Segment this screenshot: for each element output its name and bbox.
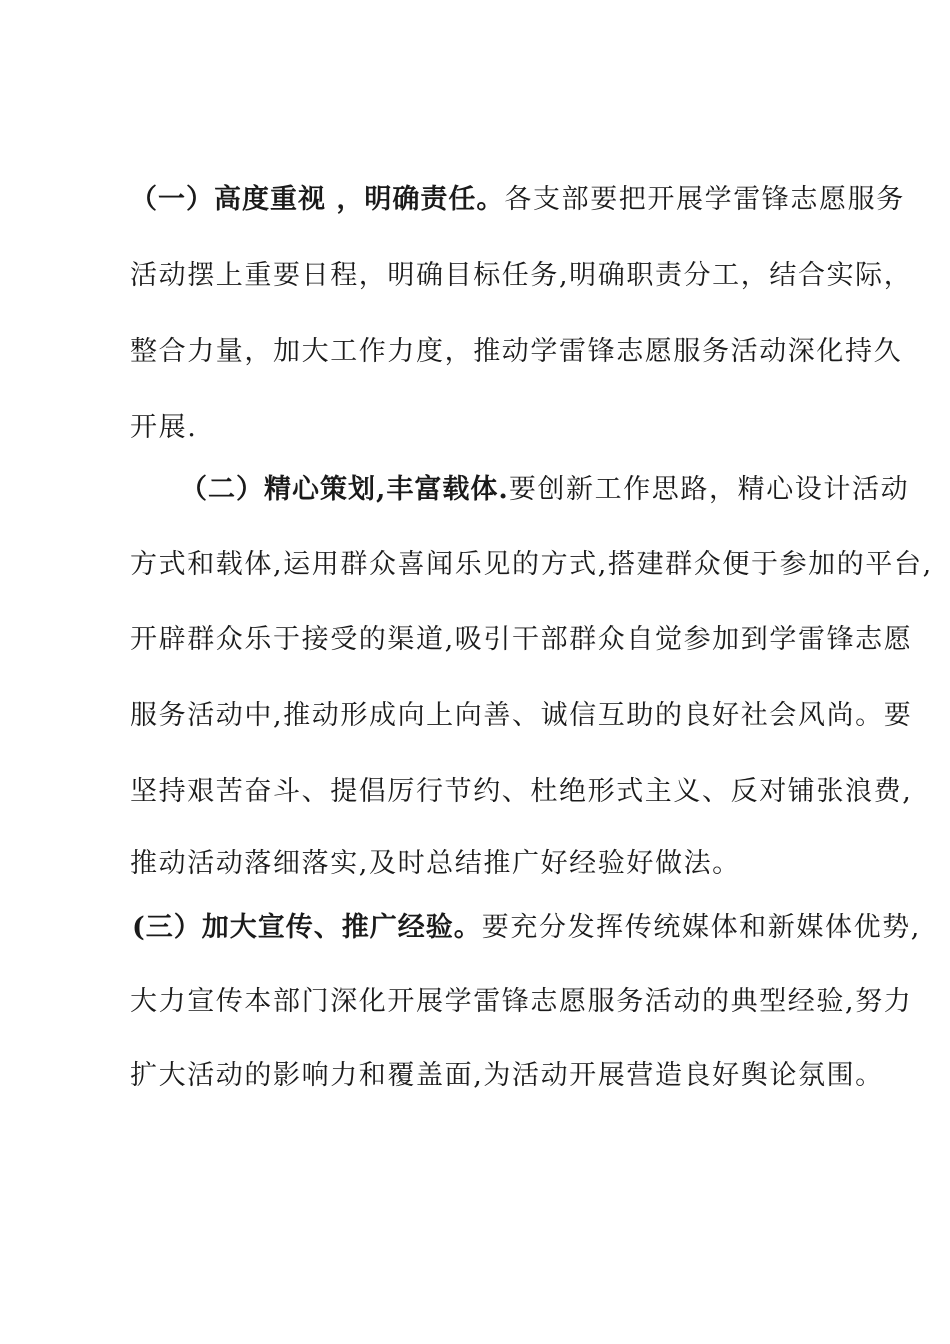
section-2-line-4: 服务活动中,推动形成向上向善、诚信互助的良好社会风尚。要 [130, 700, 913, 731]
section-1-line-1 [130, 180, 905, 220]
section-2-text: 要创新工作思路，精心设计活动 [508, 474, 910, 505]
section-1-line-2: 活动摆上重要日程，明确目标任务,明确职责分工，结合实际， [130, 260, 913, 291]
section-2-line-2: 方式和载体,运用群众喜闻乐见的方式,搭建群众便于参加的平台, [130, 549, 933, 580]
section-1-line-4: 开展. [130, 412, 198, 443]
section-1-heading: （一）高度重视 ，明确责任。 [130, 184, 505, 215]
section-2-line-1 [180, 470, 910, 510]
section-2-line-3: 开辟群众乐于接受的渠道,吸引干部群众自觉参加到学雷锋志愿 [130, 624, 913, 655]
section-1-line-3: 整合力量，加大工作力度，推动学雷锋志愿服务活动深化持久 [130, 336, 903, 367]
section-3-line-3: 扩大活动的影响力和覆盖面,为活动开展营造良好舆论氛围。 [130, 1060, 884, 1091]
section-2-heading: （二）精心策划,丰富载体. [180, 474, 509, 505]
section-3-line-2: 大力宣传本部门深化开展学雷锋志愿服务活动的典型经验,努力 [130, 986, 913, 1017]
section-2-line-6: 推动活动落细落实,及时总结推广好经验好做法。 [130, 848, 741, 879]
section-3-heading: (三）加大宣传、推广经验。 [132, 912, 482, 943]
section-1-text: 各支部要把开展学雷锋志愿服务 [504, 184, 905, 215]
section-2-line-5: 坚持艰苦奋斗、提倡厉行节约、杜绝形式主义、反对铺张浪费, [130, 776, 913, 807]
section-3-line-1 [132, 908, 921, 948]
section-3-text: 要充分发挥传统媒体和新媒体优势, [481, 912, 921, 943]
